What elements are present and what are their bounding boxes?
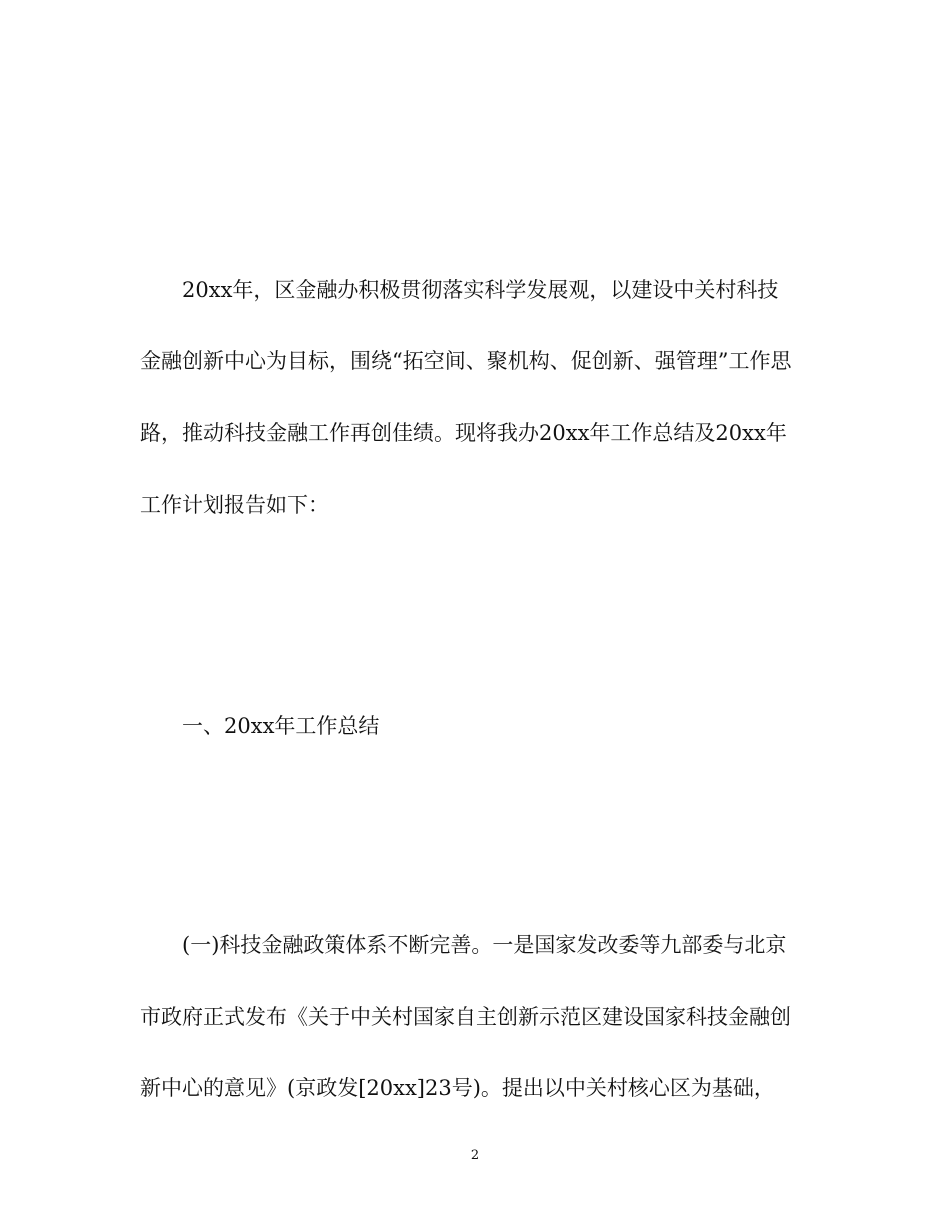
section-heading: 一、20xx年工作总结 [182, 714, 380, 738]
paragraph-3-line-1: (一)科技金融政策体系不断完善。一是国家发改委等九部委与北京 [182, 933, 787, 957]
paragraph-3-line-2: 市政府正式发布《关于中关村国家自主创新示范区建设国家科技金融创 [140, 1005, 791, 1029]
paragraph-1-line-4: 工作计划报告如下： [140, 493, 329, 517]
paragraph-1-line-3: 路，推动科技金融工作再创佳绩。现将我办20xx年工作总结及20xx年 [140, 421, 787, 445]
paragraph-1-line-2: 金融创新中心为目标，围绕“拓空间、聚机构、促创新、强管理”工作思 [140, 349, 792, 373]
page-number: 2 [470, 1148, 480, 1163]
paragraph-1-line-1: 20xx年，区金融办积极贯彻落实科学发展观，以建设中关村科技 [182, 278, 779, 302]
paragraph-3-line-3: 新中心的意见》(京政发[20xx]23号)。提出以中关村核心区为基础， [140, 1076, 775, 1100]
